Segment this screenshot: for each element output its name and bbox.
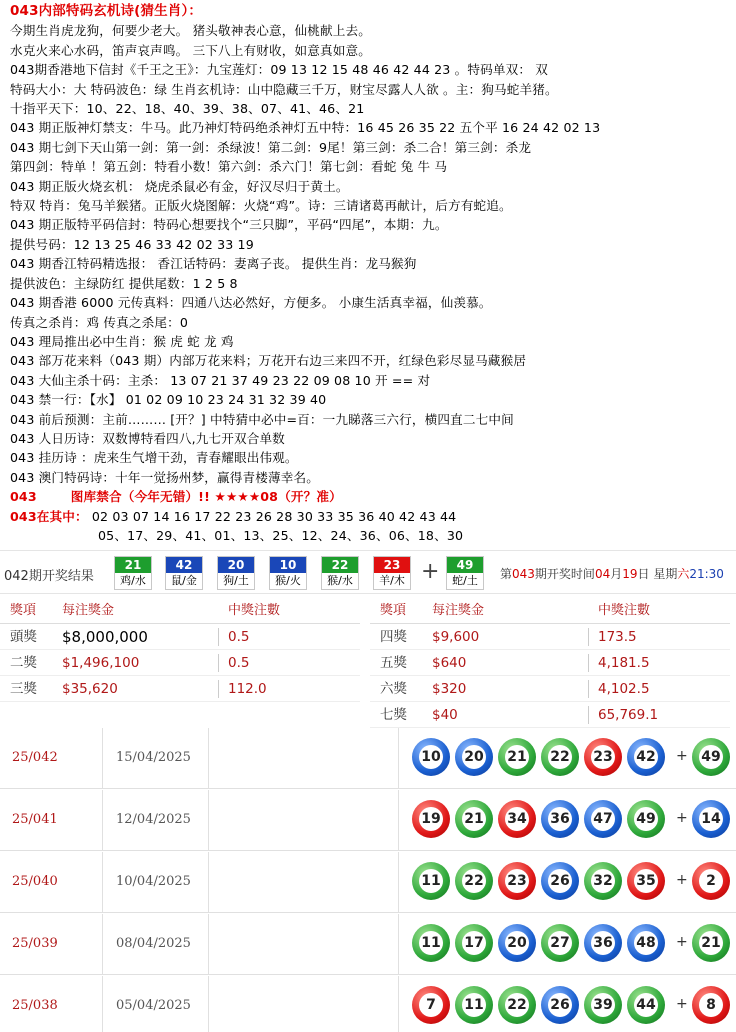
ball-number: 36: [548, 807, 572, 831]
prize-count: 173.5: [598, 629, 637, 645]
prize-row: [0, 650, 360, 676]
history-ball: [541, 986, 579, 1024]
history-ball: [498, 986, 536, 1024]
history-row: [0, 914, 736, 975]
draw-month: 04: [594, 567, 611, 581]
ball-number: 32: [591, 869, 615, 893]
history-date: 12/04/2025: [116, 812, 191, 827]
ball-zodiac: 羊/木: [379, 574, 405, 587]
ball-number: 10: [419, 745, 443, 769]
ball-number: 36: [591, 931, 615, 955]
header-prize: 獎項: [10, 603, 37, 618]
poem-line: 特双 特肖：兔马羊猴猪。正版火烧图解：火烧“鸡”。诗：三请诸葛再献计，后方有蛇追。: [10, 198, 512, 214]
history-issue: 25/040: [12, 874, 58, 889]
poem-line: 043 期香港 6000 元传真料：四通八达必然好，方便多。 小康生活真幸福，仙羡慕。: [10, 295, 492, 311]
ball-number: 20: [462, 745, 486, 769]
poem-line: 今期生肖虎龙狗，何要少老大。 猪头敬神表心意，仙桃献上去。: [10, 23, 371, 39]
history-results-table: [0, 728, 736, 1032]
ball-number: 8: [699, 993, 723, 1017]
prize-count: 4,102.5: [598, 681, 650, 697]
history-ball: [627, 862, 665, 900]
history-ball: [498, 924, 536, 962]
prize-row: [0, 676, 360, 702]
prize-count: 4,181.5: [598, 655, 650, 671]
ball-number: 23: [505, 869, 529, 893]
result-ball-6: [373, 556, 411, 590]
history-special-ball: [692, 986, 730, 1024]
ball-number: 7: [419, 993, 443, 1017]
poem-line: 043期香港地下信封《千王之王》：九宝莲灯：09 13 12 15 48 46 42 44 23 。特码单双： 双: [10, 62, 548, 78]
poem-line: 第四剑：特单 ！第五剑：特看小数！第六剑：杀六门！第七剑：看蛇 兔 牛 马: [10, 159, 448, 175]
history-ball: [627, 924, 665, 962]
prize-amount: $1,496,100: [62, 655, 140, 671]
ball-number: 44: [634, 993, 658, 1017]
prize-column-left: [0, 598, 360, 702]
history-date: 05/04/2025: [116, 998, 191, 1013]
history-date: 15/04/2025: [116, 750, 191, 765]
ball-number: 21: [462, 807, 486, 831]
ball-number: 48: [634, 931, 658, 955]
prize-name: 七獎: [380, 707, 407, 723]
history-ball: [455, 800, 493, 838]
plus-sign: +: [676, 872, 688, 888]
history-ball: [455, 862, 493, 900]
history-row: [0, 976, 736, 1032]
poem-line: 043 期七剑下天山第一剑：第一剑：杀绿波！第二剑：9尾！第三剑：杀二合！第三剑：杀龙: [10, 139, 532, 155]
history-row: [0, 728, 736, 789]
history-issue: 25/039: [12, 936, 58, 951]
ball-zodiac: 狗/土: [223, 574, 249, 587]
prize-table: [0, 598, 736, 728]
draw-clock: 21:30: [689, 567, 724, 581]
history-ball: [584, 800, 622, 838]
history-special-ball: [692, 738, 730, 776]
ball-number: 20: [505, 931, 529, 955]
prize-count: 65,769.1: [598, 707, 659, 723]
prize-amount: $9,600: [432, 629, 480, 645]
history-ball: [627, 986, 665, 1024]
poem-line: 特码大小：大 特码波色：绿 生肖玄机诗：山中隐藏三千万，财宝尽露人人欲 。主：狗马蛇羊猪。: [10, 81, 558, 97]
prize-name: 三獎: [10, 681, 37, 697]
ball-number: 26: [548, 993, 572, 1017]
draw-time-text: 日 星期: [637, 567, 678, 581]
prize-name: 五獎: [380, 655, 407, 671]
history-ball: [584, 738, 622, 776]
poem-line: 043 期正版特平码信封：特码心想要找个“三只脚”，平码“四尾”，本期：九。: [10, 217, 448, 233]
ball-number: 21: [505, 745, 529, 769]
ball-number: 35: [634, 869, 658, 893]
ball-number: 22: [462, 869, 486, 893]
history-ball: [412, 986, 450, 1024]
poem-title: 043内部特码玄机诗(猜生肖）：: [10, 3, 202, 19]
history-ball: [412, 862, 450, 900]
history-ball: [498, 862, 536, 900]
plus-sign: +: [676, 996, 688, 1012]
ball-number: 26: [548, 869, 572, 893]
history-ball: [541, 800, 579, 838]
result-ball-2: [165, 556, 203, 590]
ball-number: 22: [322, 557, 358, 573]
prize-amount: $40: [432, 707, 458, 723]
history-ball: [584, 986, 622, 1024]
history-ball: [412, 924, 450, 962]
ball-number: 2: [699, 869, 723, 893]
prize-count: 112.0: [228, 681, 267, 697]
history-ball: [498, 800, 536, 838]
poem-line: 十指平天下：10、22、18、40、39、38、07、41、46、21: [10, 101, 365, 117]
next-draw-time: [500, 565, 724, 582]
ball-number: 23: [591, 745, 615, 769]
history-ball: [627, 800, 665, 838]
poem-line: 043 期正版神灯禁支：牛马。此乃神灯特码绝杀神灯五中特：16 45 26 35 22 五个平 16 24 42 02 13: [10, 120, 601, 136]
ball-zodiac: 猴/水: [327, 574, 353, 587]
draw-time-text: 第: [500, 567, 513, 581]
history-special-ball: [692, 800, 730, 838]
draw-time-text: 月: [610, 567, 623, 581]
zhong-line-2: [10, 526, 732, 545]
poem-line: 043 前后预测：主前……… [开？] 中特猜中必中=百：一九睇落三六行，横四直二七中间: [10, 411, 514, 427]
poem-line: 043 期香江特码精选报： 香江话特码：妻离子丧。 提供生肖：龙马猴狗: [10, 256, 417, 272]
poem-line: 043 大仙主杀十码：主杀： 13 07 21 37 49 23 22 09 08 10 开 == 对: [10, 372, 431, 388]
history-date: 10/04/2025: [116, 874, 191, 889]
history-row: [0, 790, 736, 851]
poem-line: 传真之杀肖：鸡 传真之杀尾：0: [10, 314, 188, 330]
prize-amount: $640: [432, 655, 467, 671]
ball-number: 20: [218, 557, 254, 573]
history-ball: [412, 738, 450, 776]
result-ball-4: [269, 556, 307, 590]
draw-issue: 043: [512, 567, 535, 581]
result-title: 042期开奖结果: [4, 569, 94, 584]
ball-number: 19: [419, 807, 443, 831]
latest-result-bar: [0, 550, 736, 594]
zhong-numbers: 02 03 07 14 16 17 22 23 26 28 30 33 35 36 40 42 43 44: [91, 508, 457, 524]
ball-number: 39: [591, 993, 615, 1017]
ball-number: 42: [166, 557, 202, 573]
header-amount: 每注獎金: [432, 603, 485, 618]
result-special-ball: [446, 556, 484, 590]
poem-line: 043 部万花来料（043 期）内部万花来料；万花开右边三来四不开，红绿色彩尽显马藏猴居: [10, 353, 527, 369]
ball-number: 47: [591, 807, 615, 831]
ball-number: 49: [699, 745, 723, 769]
banner-text: 图库禁合（今年无错）!! ★★★★08（开？准）: [70, 489, 342, 505]
plus-sign: +: [421, 559, 440, 584]
prize-amount: $320: [432, 681, 467, 697]
ball-number: 21: [115, 557, 151, 573]
ball-number: 22: [505, 993, 529, 1017]
ball-number: 22: [548, 745, 572, 769]
result-ball-1: [114, 556, 152, 590]
poem-line: 提供号码：12 13 25 46 33 42 02 33 19: [10, 236, 254, 252]
poem-line: 提供波色：主绿防红 提供尾数：1 2 5 8: [10, 275, 238, 291]
result-ball-5: [321, 556, 359, 590]
history-ball: [455, 738, 493, 776]
poem-line: 043 人日历诗：双数博特看四八,九七开双合单数: [10, 430, 285, 446]
history-ball: [627, 738, 665, 776]
plus-sign: +: [676, 748, 688, 764]
history-row: [0, 852, 736, 913]
prize-count: 0.5: [228, 655, 250, 671]
ball-number: 49: [634, 807, 658, 831]
history-ball: [412, 800, 450, 838]
plus-sign: +: [676, 810, 688, 826]
ball-zodiac: 鸡/水: [120, 574, 146, 587]
header-prize: 獎項: [380, 603, 407, 618]
banner-issue: 043: [10, 489, 37, 505]
draw-time-text: 期开奖时间: [534, 567, 595, 581]
header-count: 中獎注數: [228, 603, 281, 618]
ball-number: 14: [699, 807, 723, 831]
poem-line: 043 期正版火烧玄机： 烧虎杀鼠必有金，好汉尽归于黄土。: [10, 178, 349, 194]
ball-number: 10: [270, 557, 306, 573]
prize-header: [0, 598, 360, 624]
history-special-ball: [692, 862, 730, 900]
poem-line: 043 澳门特码诗：十年一觉扬州梦，赢得青楼薄幸名。: [10, 469, 320, 485]
result-ball-3: [217, 556, 255, 590]
zhong-line: [10, 507, 732, 526]
poem-line: 水克火来心水码，笛声哀声鸣。 三下八上有财收，如意真如意。: [10, 42, 371, 58]
history-ball: [455, 986, 493, 1024]
prize-row: [370, 702, 730, 728]
ball-zodiac: 蛇/土: [452, 574, 478, 587]
ball-zodiac: 猴/火: [275, 574, 301, 587]
prize-row: [0, 624, 360, 650]
prize-row: [370, 676, 730, 702]
history-ball: [541, 862, 579, 900]
prize-count: 0.5: [228, 629, 250, 645]
draw-day: 19: [622, 567, 638, 581]
zhong-numbers-2: 05、17、29、41、01、13、25、12、24、36、06、18、30: [98, 527, 464, 543]
banner-line: [10, 487, 732, 506]
header-count: 中獎注數: [598, 603, 651, 618]
prize-column-right: [370, 598, 730, 728]
history-ball: [584, 924, 622, 962]
prize-row: [370, 624, 730, 650]
history-ball: [541, 924, 579, 962]
ball-number: 23: [374, 557, 410, 573]
ball-number: 42: [634, 745, 658, 769]
history-ball: [498, 738, 536, 776]
zhong-label: 043在其中：: [10, 508, 88, 524]
prize-name: 六獎: [380, 681, 407, 697]
history-ball: [541, 738, 579, 776]
prize-name: 二獎: [10, 655, 37, 671]
plus-sign: +: [676, 934, 688, 950]
prize-header: [370, 598, 730, 624]
poem-line: 043 挂历诗 ：虎来生气增干劲，青春耀眼出伟观。: [10, 450, 298, 466]
history-ball: [455, 924, 493, 962]
ball-number: 11: [462, 993, 486, 1017]
history-date: 08/04/2025: [116, 936, 191, 951]
ball-number: 27: [548, 931, 572, 955]
ball-number: 17: [462, 931, 486, 955]
history-issue: 25/038: [12, 998, 58, 1013]
prize-row: [370, 650, 730, 676]
history-ball: [584, 862, 622, 900]
ball-number: 49: [447, 557, 483, 573]
history-issue: 25/042: [12, 750, 58, 765]
prize-name: 四獎: [380, 629, 407, 645]
ball-number: 11: [419, 869, 443, 893]
history-special-ball: [692, 924, 730, 962]
poem-line: 043 理局推出必中生肖：猴 虎 蛇 龙 鸡: [10, 333, 234, 349]
header-amount: 每注獎金: [62, 603, 115, 618]
poem-line: 043 禁一行：【水】 01 02 09 10 23 24 31 32 39 40: [10, 392, 327, 408]
ball-number: 11: [419, 931, 443, 955]
ball-number: 34: [505, 807, 529, 831]
prize-amount: $35,620: [62, 681, 118, 697]
prize-amount: $8,000,000: [62, 628, 148, 646]
draw-weekday: 六: [677, 567, 690, 581]
history-issue: 25/041: [12, 812, 58, 827]
ball-zodiac: 鼠/金: [171, 574, 197, 587]
ball-number: 21: [699, 931, 723, 955]
prize-name: 頭獎: [10, 629, 37, 645]
